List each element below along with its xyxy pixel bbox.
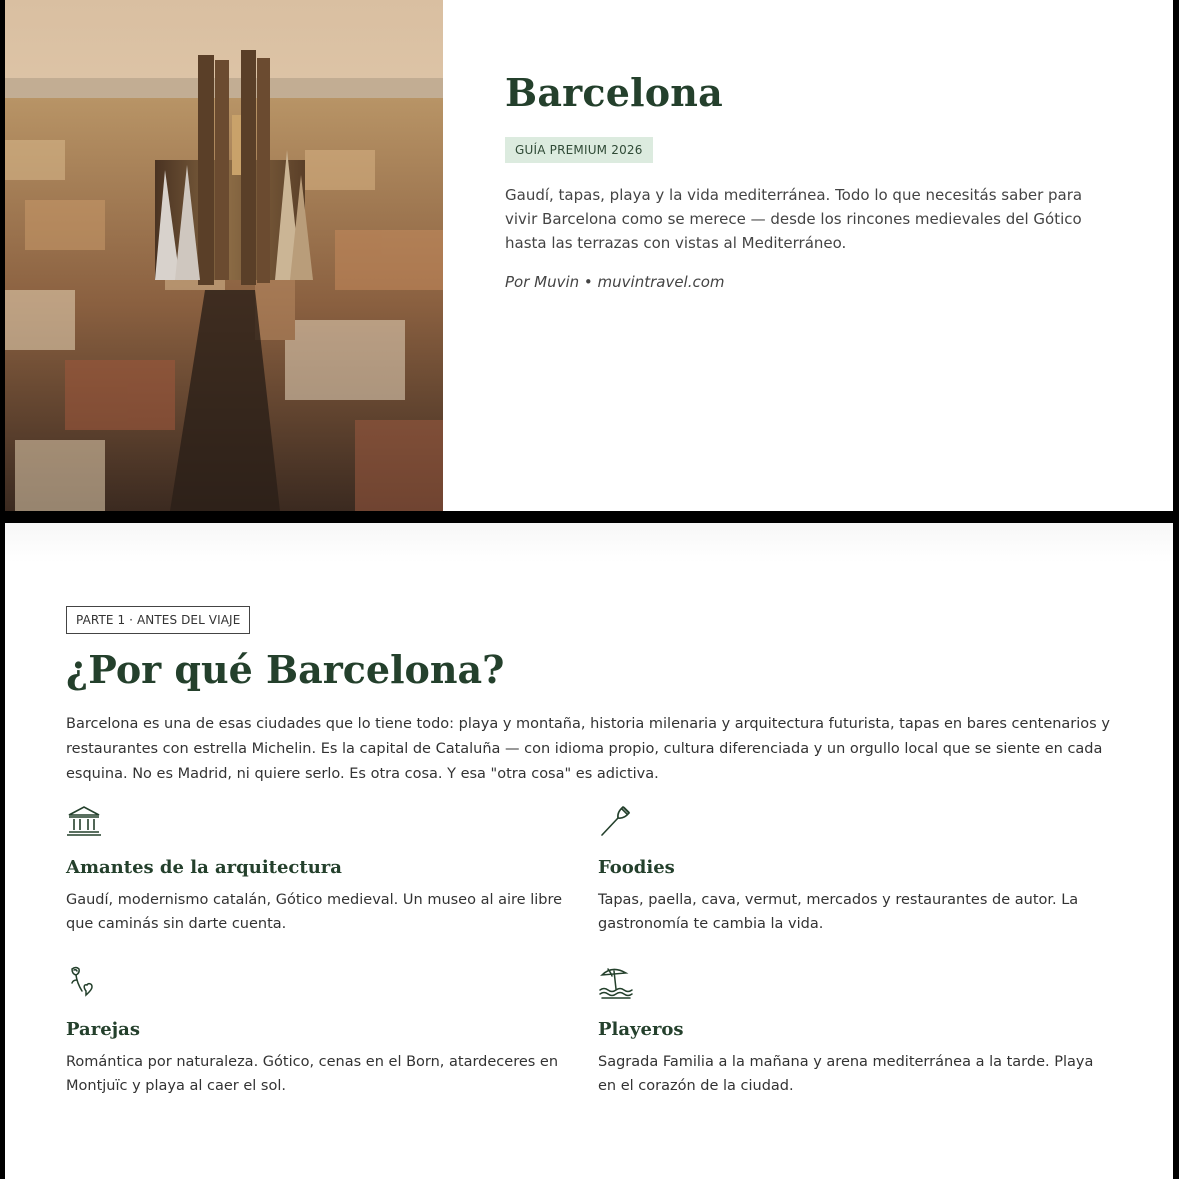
feature-title: Foodies [598,857,675,878]
feature-text: Sagrada Familia a la mañana y arena mediterránea a la tarde. Playa en el corazón de la ciudad. [598,1054,1094,1094]
rose-heart-icon [66,965,102,1001]
page-shadow [5,523,1173,563]
barcelona-photo-illustration [5,0,443,511]
cover-byline: Por Muvin • muvintravel.com [505,273,725,291]
premium-badge: GUÍA PREMIUM 2026 [505,137,653,163]
cover-text [505,70,1105,291]
feature-text: Gaudí, modernismo catalán, Gótico medieval. Un museo al aire libre que caminás sin darte cuenta. [66,892,563,932]
feature-beach [598,965,1098,1098]
section-intro: Barcelona es una de esas ciudades que lo tiene todo: playa y montaña, historia milenaria y arquitectura futurista, tapas en bares centenarios y restaurantes con estrella Michelin. Es la capital de Cataluña — con idioma propio, cultura diferenciada y un orgullo local que se siente en cada esquina. No es Madrid, ni quiere serlo. Es otra cosa. Y esa "otra cosa" es adictiva. [66,716,1110,782]
feature-title: Parejas [66,1019,140,1040]
fork-icon [598,803,634,839]
part-label: PARTE 1 · ANTES DEL VIAJE [66,606,250,634]
cover-page [5,0,1173,511]
feature-couples [66,965,566,1098]
cover-title: Barcelona [505,70,723,115]
museum-icon [66,803,102,839]
section-page [5,523,1173,1179]
cover-lead: Gaudí, tapas, playa y la vida mediterránea. Todo lo que necesitás saber para vivir Barcelona como se merece — desde los rincones medievales del Gótico hasta las terrazas con vistas al Mediterráneo. [505,186,1083,252]
feature-title: Amantes de la arquitectura [66,857,342,878]
feature-foodies [598,803,1098,936]
feature-architecture [66,803,566,936]
feature-text: Tapas, paella, cava, vermut, mercados y restaurantes de autor. La gastronomía te cambia la vida. [598,892,1079,932]
feature-text: Romántica por naturaleza. Gótico, cenas en el Born, atardeceres en Montjuïc y playa al caer el sol. [66,1054,559,1094]
beach-umbrella-icon [598,965,634,1001]
section-heading: ¿Por qué Barcelona? [66,647,505,692]
cover-photo [5,0,443,511]
feature-title: Playeros [598,1019,684,1040]
